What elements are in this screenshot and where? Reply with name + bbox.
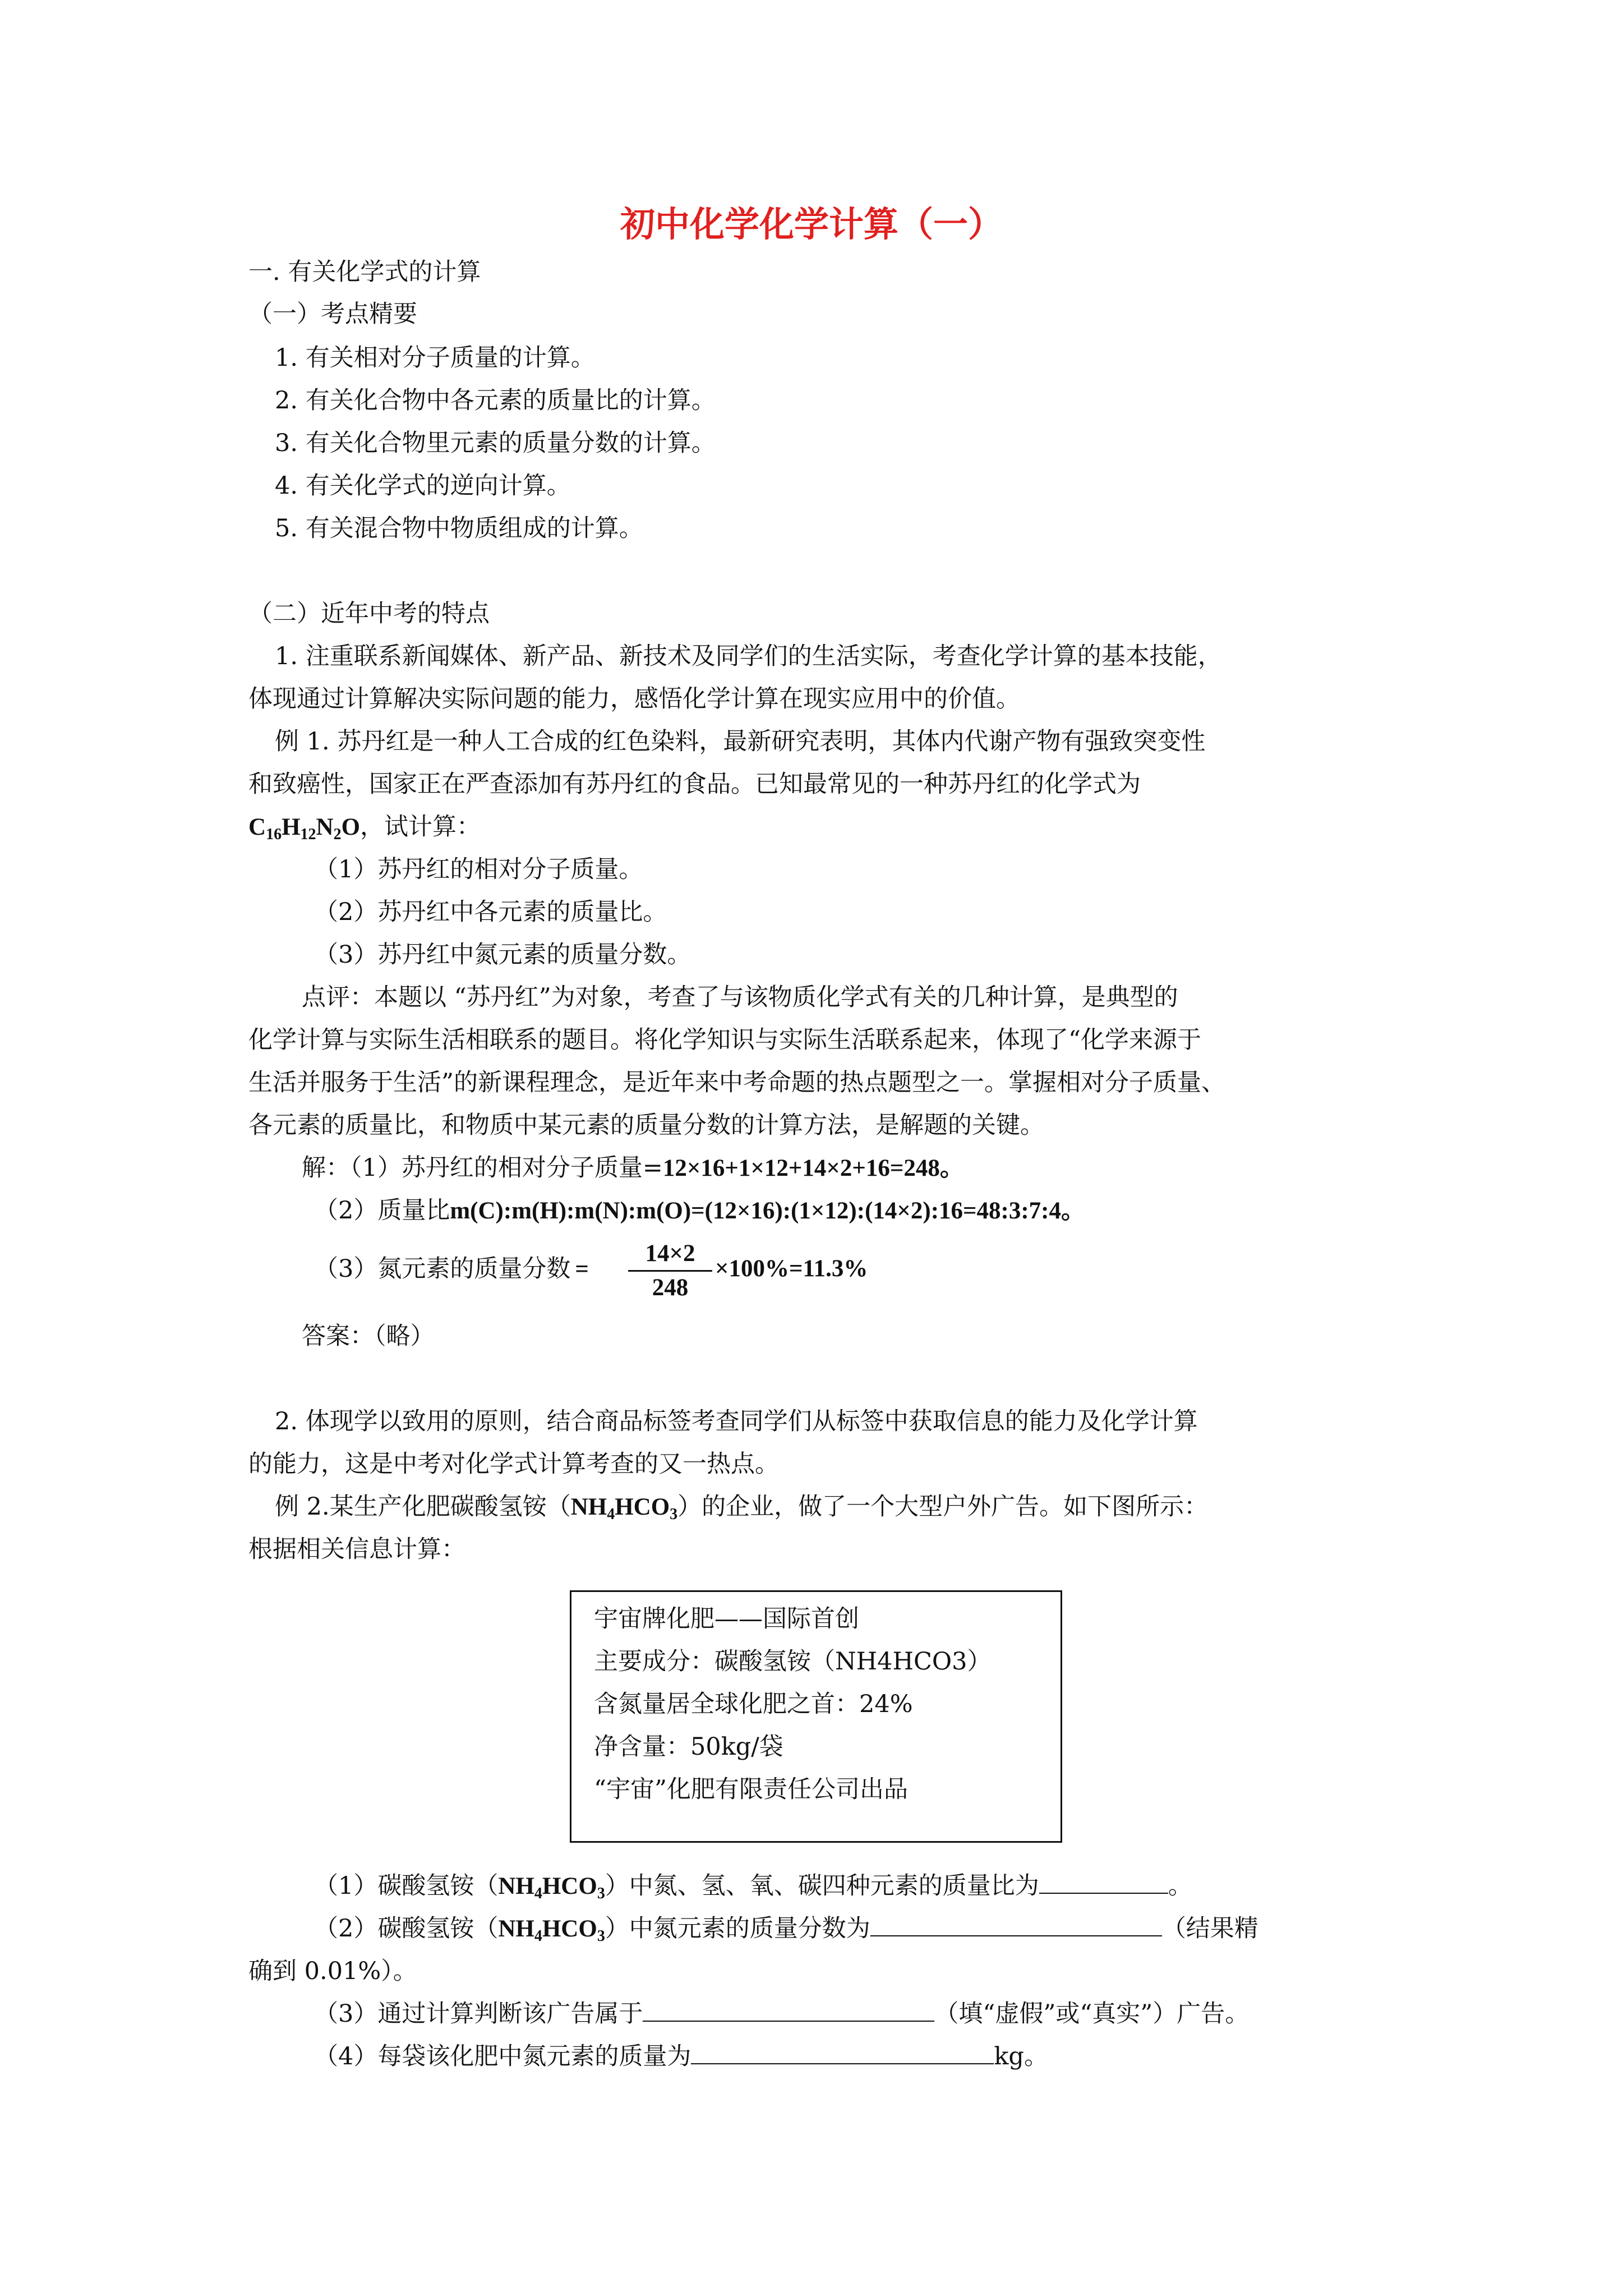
question-text: （3）通过计算判断该广告属于 [314,2000,643,2028]
example-line [275,1490,1208,1531]
question-continuation: 确到 0.01%）。 [248,1957,417,1985]
solution-math: ×100%=11.3% [715,1255,868,1282]
question-item: （2）苏丹红中各元素的质量比。 [314,898,667,926]
advertisement-box [570,1590,1062,1843]
answer-blank[interactable] [1039,1870,1168,1894]
comment-line: 生活并服务于生活”的新课程理念，是近年来中考命题的热点题型之一。掌握相对分子质量、 [248,1069,1225,1097]
comment-line: 点评：本题以 “苏丹红”为对象，考查了与该物质化学式有关的几种计算，是典型的 [302,983,1178,1011]
paragraph-line: 的能力，这是中考对化学式计算考查的又一热点。 [248,1450,779,1478]
paragraph-line: 体现通过计算解决实际问题的能力，感悟化学计算在现实应用中的价值。 [248,685,1020,713]
fraction-numerator: 14×2 [645,1240,695,1267]
question-item: （3）苏丹红中氮元素的质量分数。 [314,941,691,969]
fraction-bar [628,1270,712,1272]
fraction-denominator: 248 [652,1274,689,1301]
ad-line: 主要成分：碳酸氢铵（NH4HCO3） [594,1648,992,1676]
ad-line: “宇宙”化肥有限责任公司出品 [594,1775,908,1803]
chemical-formula: $C_{16}H_{12}N_2O$ [248,814,361,843]
solution-line [302,1151,964,1185]
ad-line: 净含量：50kg/袋 [594,1733,783,1761]
solution-text: 解：（1）苏丹红的相对分子质量= [302,1154,663,1182]
chemical-formula: $NH_4HCO_3$ [498,1873,605,1902]
chemical-formula: $NH_4HCO_3$ [570,1494,678,1523]
answer-blank[interactable] [870,1913,1162,1936]
question-text: kg。 [994,2042,1048,2070]
question-item [314,1869,1192,1911]
ad-line: 含氮量居全球化肥之首：24% [594,1690,913,1718]
question-item [314,2040,1048,2073]
example-line: 和致癌性，国家正在严查添加有苏丹红的食品。已知最常见的一种苏丹红的化学式为 [248,770,1141,798]
fraction [628,1240,712,1302]
section-heading: 一. 有关化学式的计算 [248,258,481,286]
solution-text: （2）质量比 [314,1197,450,1225]
point-item: 1. 有关相对分子质量的计算。 [275,344,595,372]
paragraph-line: 2. 体现学以致用的原则，结合商品标签考查同学们从标签中获取信息的能力及化学计算 [275,1407,1198,1435]
question-item [314,1912,1258,1953]
question-text: ）中氮元素的质量分数为 [605,1915,870,1943]
point-item: 4. 有关化学式的逆向计算。 [275,472,571,500]
solution-math: m(C):m(H):m(N):m(O)=(12×16):(1×12):(14×2):16=48:3:7:4。 [450,1198,1085,1224]
answer-line: 答案：（略） [302,1322,435,1350]
point-item: 3. 有关化合物里元素的质量分数的计算。 [275,429,716,457]
question-item: （1）苏丹红的相对分子质量。 [314,855,643,884]
subsection-heading: （二）近年中考的特点 [248,600,490,628]
comment-line: 各元素的质量比，和物质中某元素的质量分数的计算方法，是解题的关键。 [248,1111,1044,1139]
answer-blank[interactable] [691,2041,994,2064]
subsection-heading: （一）考点精要 [248,300,417,328]
paragraph-line: 1. 注重联系新闻媒体、新产品、新技术及同学们的生活实际，考查化学计算的基本技能， [275,642,1222,670]
question-text: ）中氮、氢、氧、碳四种元素的质量比为 [605,1872,1039,1900]
solution-line [314,1194,1085,1228]
question-text: （结果精 [1161,1915,1258,1943]
comment-line: 化学计算与实际生活相联系的题目。将化学知识与实际生活联系起来，体现了“化学来源于 [248,1026,1201,1054]
ad-line: 宇宙牌化肥——国际首创 [594,1605,859,1633]
example-line [248,810,481,852]
question-text: （2）碳酸氢铵（ [314,1915,499,1943]
question-item [314,1997,1249,2031]
question-text: （1）碳酸氢铵（ [314,1872,499,1900]
example-text: ）的企业，做了一个大型户外广告。如下图所示： [677,1493,1209,1521]
document-title: 初中化学化学计算（一） [620,204,1003,245]
solution-line: （3）氮元素的质量分数 = [314,1255,589,1283]
example-line-tail: ，试计算： [360,813,481,841]
example-line: 根据相关信息计算： [248,1535,465,1563]
question-text: 。 [1168,1872,1192,1900]
question-text: （4）每袋该化肥中氮元素的质量为 [314,2042,691,2070]
question-text: （填“虚假”或“真实”）广告。 [934,2000,1249,2028]
point-item: 5. 有关混合物中物质组成的计算。 [275,514,643,542]
solution-text: （3）氮元素的质量分数 [314,1255,571,1283]
answer-blank[interactable] [643,1998,934,2022]
example-text: 例 2.某生产化肥碳酸氢铵（ [275,1493,571,1521]
chemical-formula: $NH_4HCO_3$ [498,1916,605,1945]
point-item: 2. 有关化合物中各元素的质量比的计算。 [275,386,716,415]
solution-math: 12×16+1×12+14×2+16=248。 [662,1155,964,1181]
example-line: 例 1. 苏丹红是一种人工合成的红色染料，最新研究表明，其体内代谢产物有强致突变性 [275,728,1206,756]
